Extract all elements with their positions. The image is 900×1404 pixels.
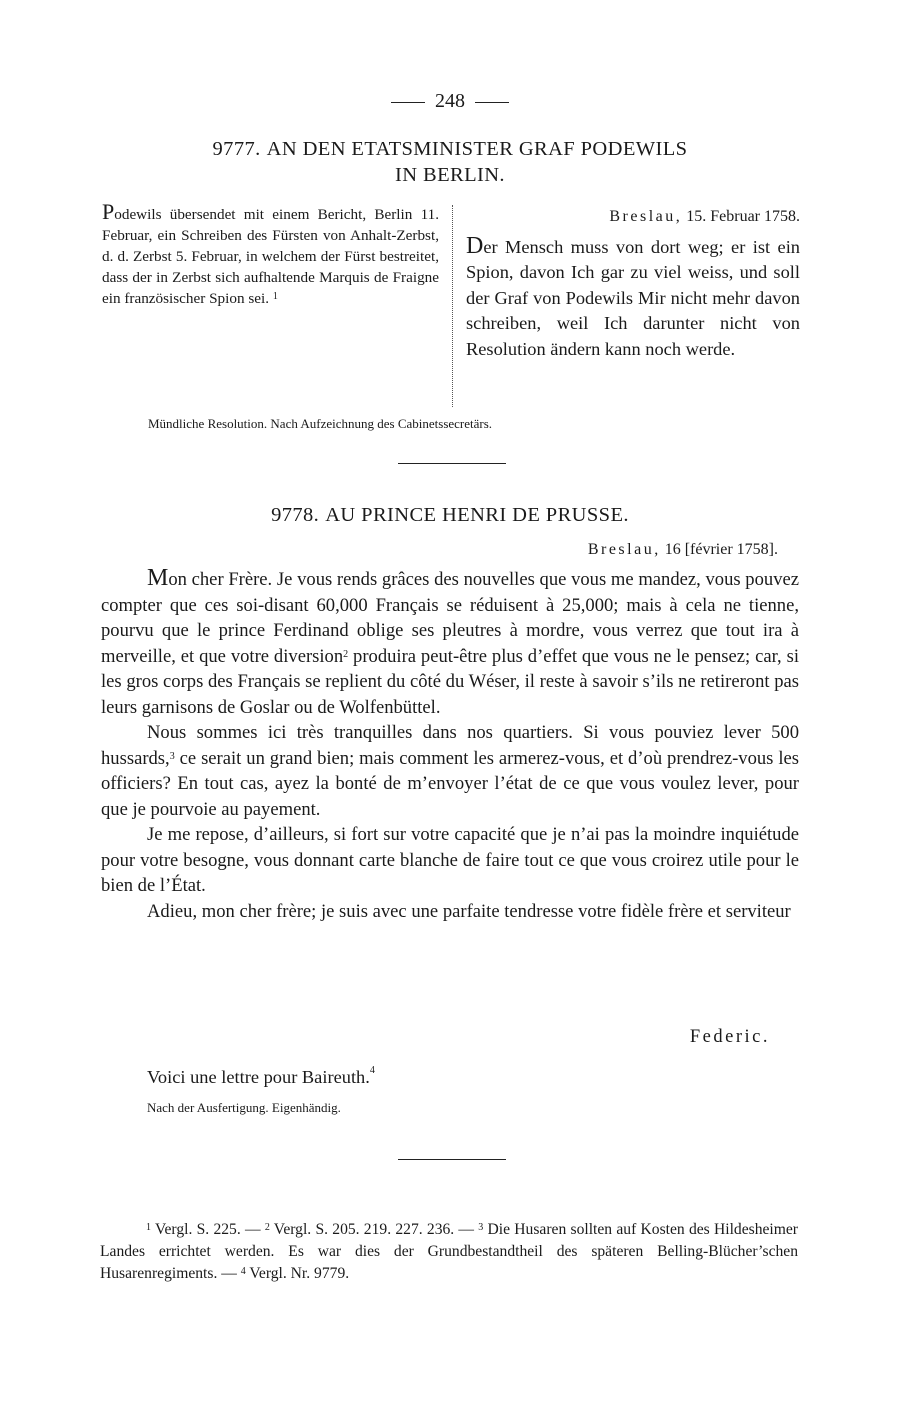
postscript-text: Voici une lettre pour Baireuth. bbox=[147, 1067, 370, 1087]
letter2-p2-a: Nous sommes ici très tranquilles dans nos quartiers. Si vous pouviez lever 500 hussards, bbox=[101, 722, 799, 769]
footnote-2-mark: 2 bbox=[264, 1222, 270, 1233]
section-divider-2 bbox=[398, 1159, 506, 1160]
footnote-marker-3: 3 bbox=[169, 750, 175, 762]
letter2-paragraph-3: Je me repose, d’ailleurs, si fort sur votre capacité que je n’ai pas la moindre inquiétude pour votre besogne, vous donnant carte blanche de faire tout ce que vous croirez utile pour le bien de l’État. bbox=[101, 824, 799, 896]
footnote-1-mark: 1 bbox=[146, 1222, 151, 1233]
letter1-date bbox=[466, 204, 800, 230]
letter1-source-note: Mündliche Resolution. Nach Aufzeichnung des Cabinetssecretärs. bbox=[148, 416, 493, 431]
footnote-paragraph bbox=[100, 1219, 798, 1285]
letter2-date-place: Breslau, bbox=[587, 541, 661, 558]
summary-footnote-marker: 1 bbox=[272, 291, 278, 302]
letter2-heading bbox=[100, 502, 800, 528]
letter2-paragraph-2 bbox=[101, 720, 799, 822]
postscript bbox=[147, 1067, 375, 1088]
footnote-marker-2: 2 bbox=[343, 648, 349, 660]
letter1-summary bbox=[102, 201, 439, 309]
letter1-body bbox=[466, 204, 800, 363]
letter2-date bbox=[588, 541, 778, 559]
letter2-number: 9778. bbox=[271, 504, 320, 526]
letter1-dropcap: D bbox=[466, 232, 484, 259]
signature: Federic. bbox=[689, 1027, 770, 1047]
page-number-text: 248 bbox=[435, 90, 465, 112]
footnote-marker-4: 4 bbox=[369, 1065, 375, 1076]
letter1-title-line2: IN BERLIN. bbox=[395, 164, 505, 186]
letter2-date-rest: 16 [février 1758]. bbox=[664, 541, 778, 558]
footnote-4: Vergl. Nr. 9779. bbox=[245, 1265, 350, 1282]
letter2-paragraph-1 bbox=[101, 566, 799, 720]
letter2-paragraph-4: Adieu, mon cher frère; je suis avec une parfaite tendresse votre fidèle frère et serviteur bbox=[147, 900, 791, 922]
footnote-2: Vergl. S. 205. 219. 227. 236. — bbox=[269, 1221, 479, 1238]
section-divider-1 bbox=[398, 463, 506, 464]
footnote-3: Die Husaren sollten auf Kosten des Hildesheimer Landes errichtet werden. Es war dies der Grundbestandtheil des späteren Belling-Blücher’schen Husarenregiments. — bbox=[100, 1221, 798, 1282]
letter1-text bbox=[466, 234, 800, 363]
letter2-p1-a: on cher Frère. Je vous rends grâces des nouvelles que vous me mandez, vous pouvez compter que ces soi-disant 60,000 Français se réduisent à 25,000; mais à cela ne tienne, pourvu que le prince Ferdinand oblige ses pleutres à mordre, vous verrez que tout ira à merveille, et que votre diversion bbox=[101, 569, 799, 667]
letter1-date-place: Breslau, bbox=[609, 208, 683, 225]
letter1-text-rest: er Mensch muss von dort weg; er ist ein Spion, davon Ich gar zu viel weiss, und soll der Graf von Podewils Mir nicht mehr davon schreiben, weil Ich darunter nicht von Resolution ändern kann noch werde. bbox=[466, 236, 800, 359]
footnote-4-mark: 4 bbox=[240, 1266, 246, 1277]
letter2-source-note: Nach der Ausfertigung. Eigenhändig. bbox=[147, 1100, 341, 1115]
letter1-title-line1: AN DEN ETATSMINISTER GRAF PODEWILS bbox=[266, 138, 688, 160]
page-number bbox=[0, 90, 900, 113]
letter2-body bbox=[101, 566, 799, 924]
summary-dropcap: P bbox=[102, 199, 115, 224]
letter2-title: AU PRINCE HENRI DE PRUSSE. bbox=[325, 504, 629, 526]
column-divider bbox=[452, 205, 453, 407]
letter2-p2-b: ce serait un grand bien; mais comment les armerez-vous, et d’où prendrez-vous les officiers? En tout cas, ayez la bonté de m’envoyer l’état de ce que vous voulez lever, pour que je pourvoie au payement. bbox=[101, 747, 799, 820]
footnote-3-mark: 3 bbox=[478, 1222, 484, 1233]
summary-text: odewils übersendet mit einem Bericht, Berlin 11. Februar, ein Schreiben des Fürsten von Anhalt-Zerbst, d. d. Zerbst 5. Februar, in welchem der Fürst bestreitet, dass der in Zerbst sich aufhaltende Marquis de Fraigne ein französischer Spion sei. bbox=[102, 206, 439, 307]
letter2-p1-b: produira peut-être plus d’effet que vous ne le pensez; car, si les gros corps des Français se replient du côté du Wéser, il reste à savoir s’ils ne retireront pas leurs garnisons de Goslar ou de Wolfenbüttel. bbox=[101, 645, 800, 718]
footnotes bbox=[100, 1219, 798, 1285]
letter2-dropcap: M bbox=[147, 565, 169, 591]
page-number-dash-left bbox=[391, 102, 425, 103]
letter1-number: 9777. bbox=[212, 138, 261, 160]
page-number-dash-right bbox=[475, 102, 509, 103]
letter1-date-rest: 15. Februar 1758. bbox=[686, 208, 800, 225]
footnote-1: Vergl. S. 225. — bbox=[151, 1221, 265, 1238]
letter1-heading bbox=[100, 136, 800, 188]
